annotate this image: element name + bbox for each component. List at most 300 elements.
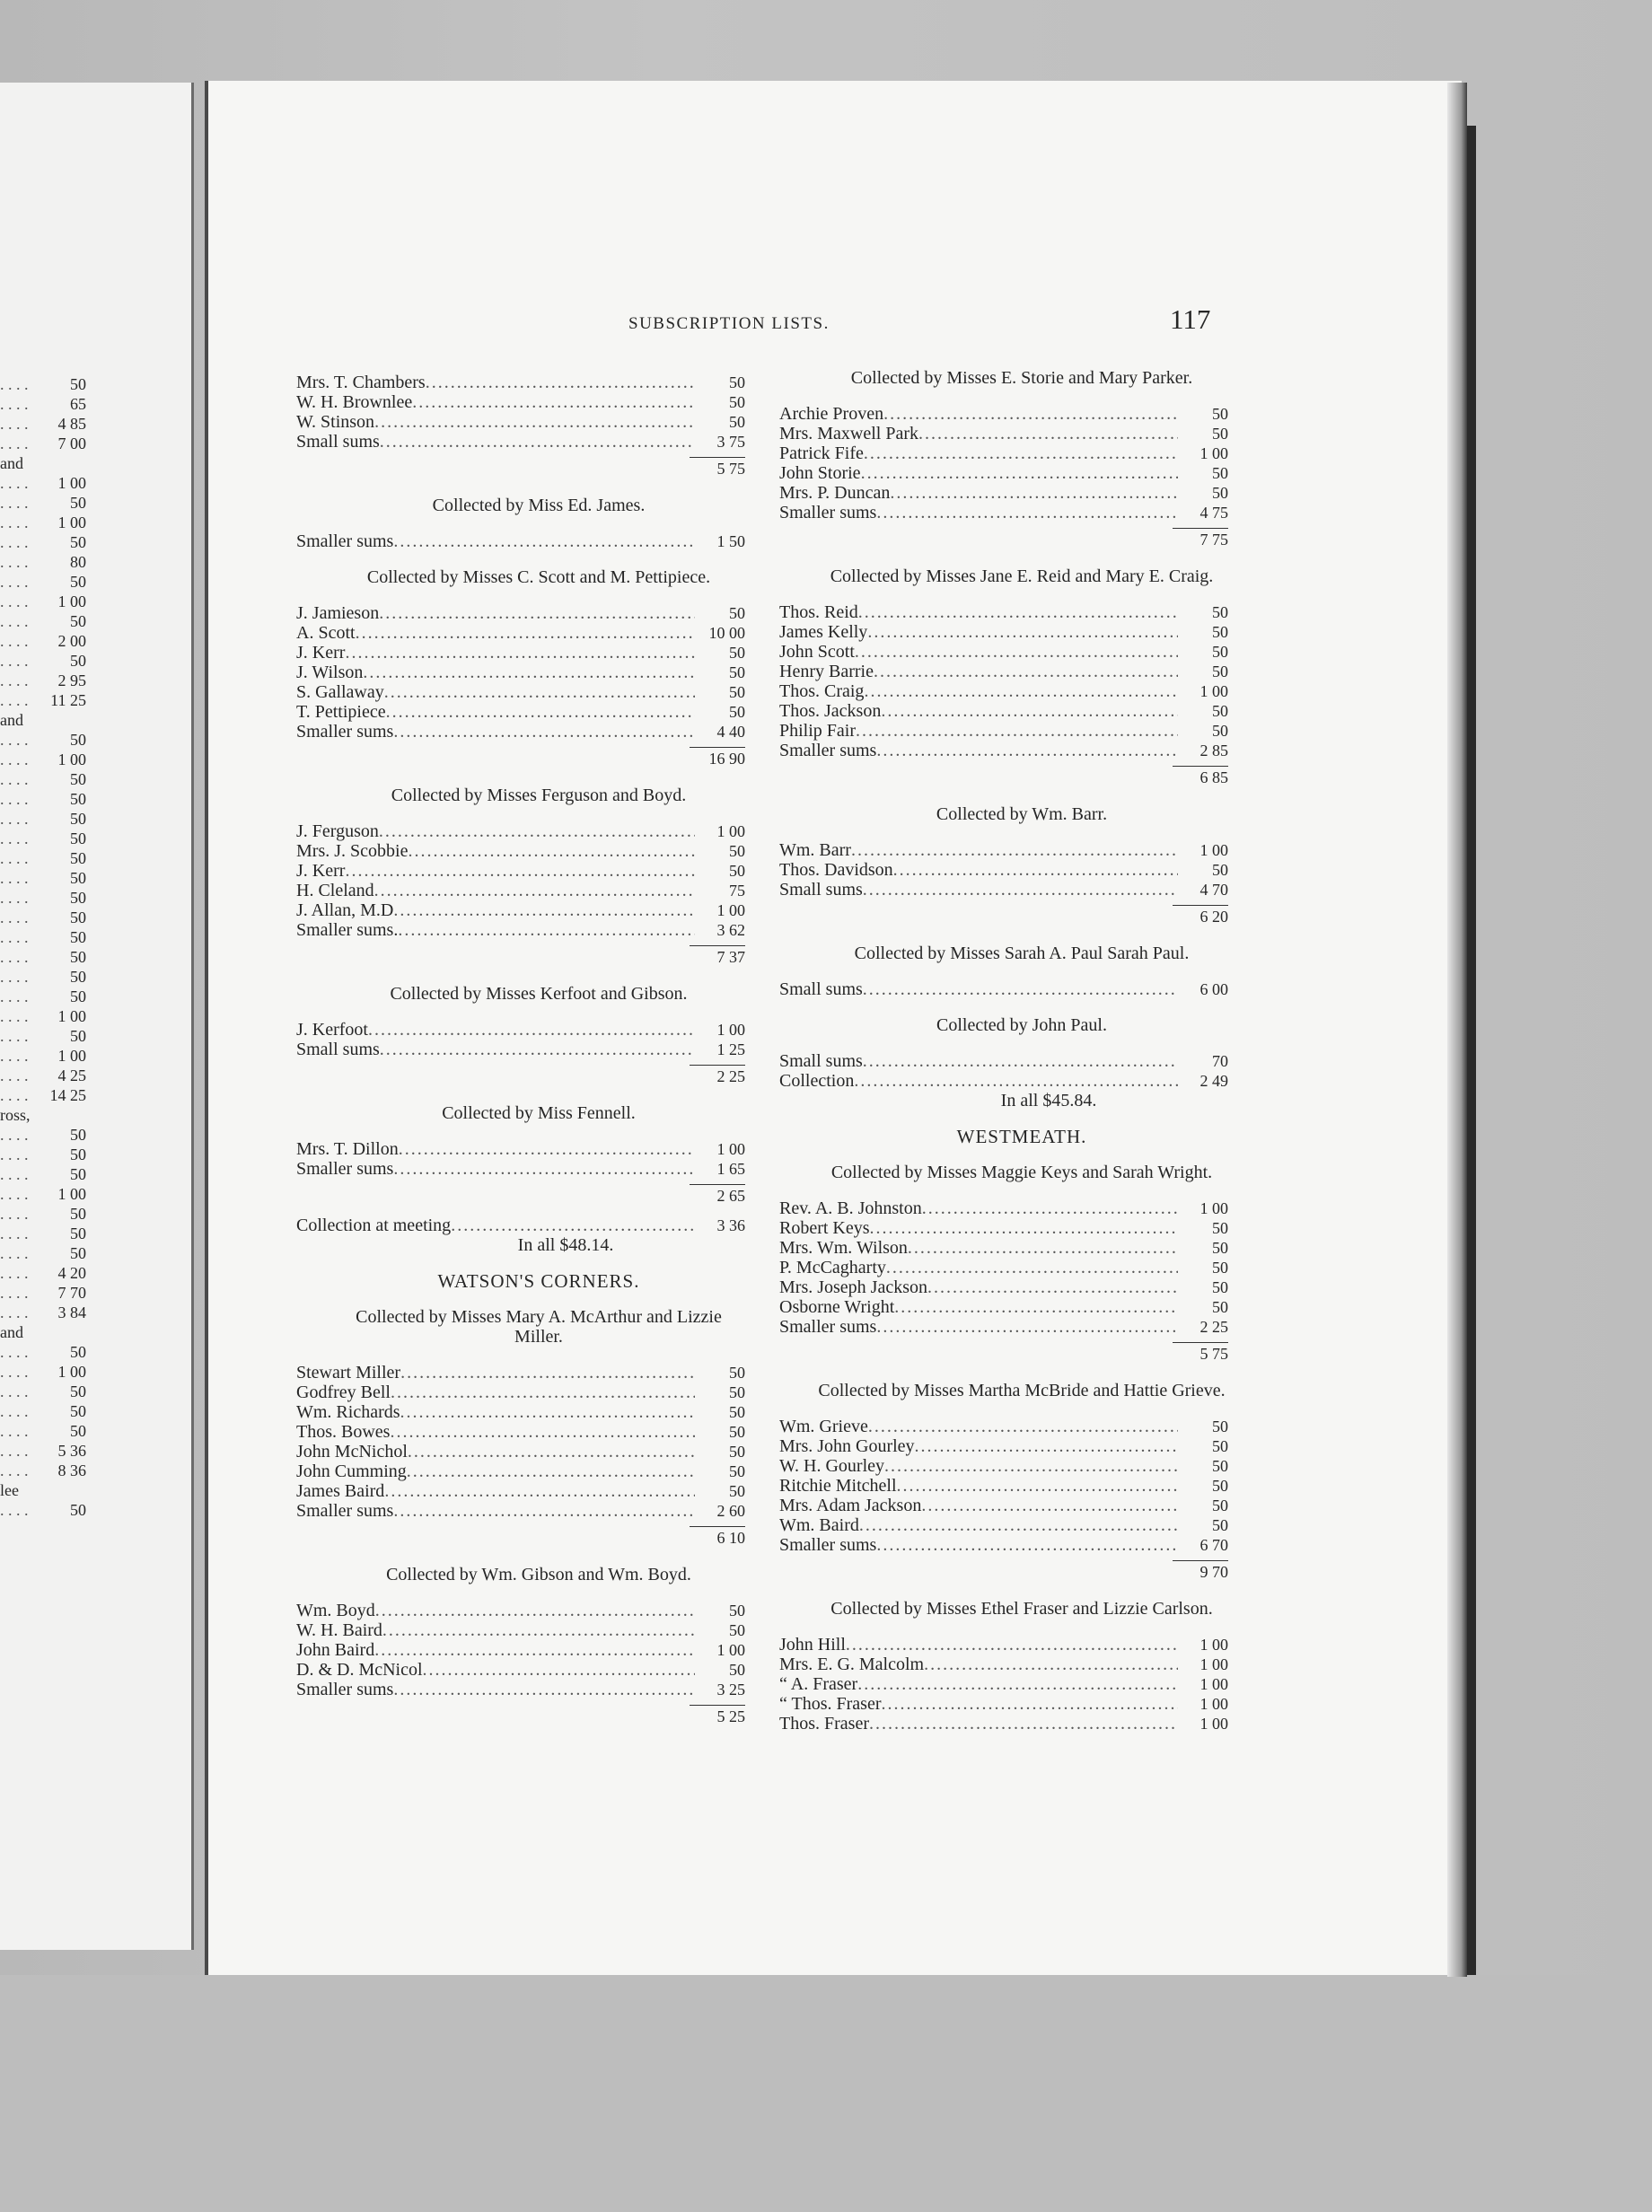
leader-dots: [874, 662, 1178, 681]
left-amount-row: [0, 1283, 86, 1303]
left-amount-row: [0, 908, 86, 927]
row-amount: 50: [1212, 643, 1228, 661]
leader-dots: . . . .: [0, 810, 29, 828]
subscriber-row: [779, 1694, 1228, 1714]
leader-dots: [924, 1655, 1178, 1674]
leader-dots: . . . .: [0, 968, 29, 986]
left-amount: 1 00: [57, 1007, 86, 1025]
column-left: [296, 373, 745, 1727]
row-amount: 50: [729, 1443, 745, 1461]
section-title: WESTMEATH.: [956, 1126, 1087, 1147]
row-amount: 1 00: [716, 1140, 745, 1158]
left-amount: 50: [70, 1422, 86, 1440]
block-total: 6 85: [1199, 768, 1228, 786]
left-amount: 65: [70, 395, 86, 413]
subscriber-row: [779, 1476, 1228, 1496]
row-name: Thos. Fraser: [779, 1714, 869, 1734]
subscriber-row: [779, 681, 1228, 701]
left-amount-row: [0, 1461, 86, 1480]
left-amount-row: [0, 671, 86, 690]
row-amount: 50: [729, 1602, 745, 1620]
leader-dots: [915, 1436, 1178, 1456]
subscriber-row: [779, 860, 1228, 880]
block-total: 6 20: [1199, 908, 1228, 926]
row-amount: 1 00: [1199, 444, 1228, 462]
block-total: 2 65: [716, 1187, 745, 1205]
left-amount: 11 25: [50, 691, 86, 709]
leader-dots: [391, 1382, 695, 1402]
leader-dots: . . . .: [0, 1442, 29, 1460]
row-amount: 50: [729, 703, 745, 721]
leader-dots: [408, 841, 695, 861]
leader-dots: [408, 1442, 695, 1462]
leader-dots: . . . .: [0, 434, 29, 452]
leader-dots: [345, 643, 695, 663]
left-amount: 50: [70, 1027, 86, 1045]
row-amount: 50: [729, 1462, 745, 1480]
page-edge-shadow: [1467, 126, 1476, 1975]
left-amount: 50: [70, 573, 86, 591]
row-amount: 50: [1212, 1278, 1228, 1296]
left-amount-row: [0, 1243, 86, 1263]
subscriber-row: [779, 1635, 1228, 1655]
left-page-amounts: [0, 374, 86, 1520]
left-amount-row: [0, 1204, 86, 1224]
leader-dots: [374, 1640, 695, 1660]
subscriber-row: [296, 1382, 745, 1402]
left-amount-row: [0, 1145, 86, 1164]
leader-dots: [393, 722, 695, 742]
leader-dots: . . . .: [0, 1422, 29, 1440]
row-name: Philip Fair: [779, 721, 857, 741]
page-number: 117: [1170, 303, 1211, 335]
block-total: 16 90: [708, 750, 745, 768]
leader-dots: [393, 1680, 695, 1699]
leader-dots: [927, 1277, 1178, 1297]
left-amount: 50: [70, 1402, 86, 1420]
leader-dots: [854, 1071, 1178, 1091]
leader-dots: [863, 880, 1178, 900]
leader-dots: [876, 1535, 1178, 1555]
leader-dots: [846, 1635, 1178, 1655]
row-name: Patrick Fife: [779, 443, 864, 463]
left-amount: 50: [70, 612, 86, 630]
row-amount: 50: [729, 862, 745, 880]
subscriber-row: [296, 1020, 745, 1040]
list-block: [296, 1565, 745, 1727]
leader-dots: [426, 373, 695, 392]
subscriber-row: [779, 404, 1228, 424]
left-amount-row: [0, 1263, 86, 1283]
left-amount: 8 36: [57, 1462, 86, 1479]
leader-dots: [374, 412, 695, 432]
left-amount-row: [0, 690, 86, 710]
left-amount-row: [0, 1362, 86, 1382]
leader-dots: [390, 1422, 695, 1442]
lower-background: [0, 1975, 1652, 2212]
subscriber-row: [779, 1496, 1228, 1515]
leader-dots: . . . .: [0, 1086, 29, 1104]
left-amount: 50: [70, 810, 86, 828]
leader-dots: [382, 1620, 695, 1640]
left-amount-row: [0, 651, 86, 671]
leader-dots: . . . .: [0, 375, 29, 393]
leader-dots: [399, 1139, 695, 1159]
left-amount: 1 00: [57, 1363, 86, 1381]
leader-dots: [857, 1674, 1178, 1694]
left-amount-row: [0, 888, 86, 908]
subscriber-row: [296, 1159, 745, 1179]
leader-dots: [859, 1515, 1178, 1535]
leader-dots: . . . .: [0, 514, 29, 531]
collector-heading: Collected by Misses Ethel Fraser and Lizzie Carlson.: [830, 1599, 1213, 1619]
leader-dots: . . . .: [0, 1047, 29, 1065]
row-amount: 50: [1212, 1516, 1228, 1534]
row-amount: 50: [1212, 405, 1228, 423]
left-amount-row: [0, 1066, 86, 1085]
leader-dots: . . . .: [0, 889, 29, 907]
left-amount: 50: [70, 1343, 86, 1361]
leader-dots: [897, 1476, 1178, 1496]
subscriber-row: [296, 1422, 745, 1442]
row-amount: 6 00: [1199, 980, 1228, 998]
left-amount: 4 25: [57, 1066, 86, 1084]
leader-dots: [851, 840, 1178, 860]
leader-dots: . . . .: [0, 553, 29, 571]
row-amount: 3 36: [716, 1216, 745, 1234]
collection-row: [296, 1216, 745, 1235]
list-block: [296, 567, 745, 769]
leader-dots: . . . .: [0, 1462, 29, 1479]
row-amount: 50: [1212, 722, 1228, 740]
left-amount-row: [0, 1401, 86, 1421]
row-amount: 50: [729, 413, 745, 431]
list-block: [296, 1103, 745, 1207]
leader-dots: . . . .: [0, 1027, 29, 1045]
left-amount-row: [0, 1046, 86, 1066]
row-amount: 50: [1212, 861, 1228, 879]
subscriber-row: [296, 881, 745, 900]
subscriber-row: [779, 1655, 1228, 1674]
leader-dots: [345, 861, 695, 881]
left-fragment-text: ross,: [0, 1106, 31, 1124]
row-name: Mrs. Maxwell Park: [779, 424, 918, 443]
section-title: WATSON'S CORNERS.: [437, 1270, 640, 1292]
leader-dots: . . . .: [0, 1126, 29, 1144]
list-block: [296, 373, 745, 479]
subscriber-row: [296, 412, 745, 432]
subscriber-row: [296, 1481, 745, 1501]
leader-dots: [400, 1402, 695, 1422]
row-name: J. Jamieson: [296, 603, 380, 623]
leader-dots: [869, 1714, 1178, 1734]
left-amount: 50: [70, 652, 86, 670]
list-block: [779, 1015, 1228, 1091]
left-amount: 50: [70, 830, 86, 847]
subscriber-row: [779, 642, 1228, 662]
left-amount-row: [0, 868, 86, 888]
row-amount: 50: [1212, 484, 1228, 502]
leader-dots: . . . .: [0, 573, 29, 591]
left-amount-row: [0, 769, 86, 789]
collector-heading: Collected by Misses Maggie Keys and Sarah Wright.: [830, 1163, 1213, 1182]
row-name: W. H. Brownlee: [296, 392, 413, 412]
leader-dots: [918, 424, 1178, 443]
list-block: [296, 1307, 745, 1549]
left-amount: 50: [70, 968, 86, 986]
subscriber-row: [779, 979, 1228, 999]
left-amount-row: [0, 611, 86, 631]
row-amount: 1 00: [716, 1641, 745, 1659]
row-amount: 50: [1212, 1219, 1228, 1237]
left-amount-row: [0, 414, 86, 434]
left-amount: 1 00: [57, 474, 86, 492]
row-name: W. H. Gourley: [779, 1456, 885, 1476]
leader-dots: [868, 1417, 1178, 1436]
row-amount: 50: [1212, 1477, 1228, 1495]
leader-dots: [890, 483, 1178, 503]
left-amount: 50: [70, 988, 86, 1005]
row-amount: 1 65: [716, 1160, 745, 1178]
row-amount: 50: [729, 644, 745, 662]
leader-dots: [393, 531, 695, 551]
row-name: Stewart Miller: [296, 1363, 401, 1382]
left-amount: 1 00: [57, 514, 86, 531]
leader-dots: . . . .: [0, 533, 29, 551]
list-block: [779, 1163, 1228, 1365]
row-name: Small sums: [296, 432, 380, 452]
left-amount: 4 85: [57, 415, 86, 433]
leader-dots: . . . .: [0, 948, 29, 966]
left-amount-row: [0, 947, 86, 967]
list-block: [779, 1599, 1228, 1734]
left-amount: 1 00: [57, 750, 86, 768]
block-total: 7 37: [716, 948, 745, 966]
row-name: J. Kerr: [296, 861, 346, 881]
leader-dots: [407, 1462, 695, 1481]
left-amount: 5 36: [57, 1442, 86, 1460]
block-total: 5 25: [716, 1707, 745, 1725]
left-amount-row: [0, 493, 86, 513]
leader-dots: . . . .: [0, 1363, 29, 1381]
row-name: T. Pettipiece: [296, 702, 386, 722]
left-amount: 2 00: [57, 632, 86, 650]
leader-dots: [883, 404, 1178, 424]
left-amount: 50: [70, 1205, 86, 1223]
left-page-fragment: [0, 83, 194, 1950]
subscriber-row: [296, 841, 745, 861]
row-name: Small sums: [779, 880, 863, 900]
row-name: P. McCagharty: [779, 1258, 886, 1277]
leader-dots: . . . .: [0, 1007, 29, 1025]
row-name: Thos. Reid: [779, 602, 858, 622]
subscriber-row: [296, 900, 745, 920]
subscriber-row: [779, 1218, 1228, 1238]
left-fragment-text: and: [0, 711, 23, 729]
subscriber-row: [779, 721, 1228, 741]
left-amount: 7 70: [57, 1284, 86, 1302]
row-amount: 1 50: [716, 532, 745, 550]
row-amount: 50: [1212, 1259, 1228, 1277]
leader-dots: [363, 663, 695, 682]
row-amount: 4 40: [716, 723, 745, 741]
left-amount: 50: [70, 1126, 86, 1144]
subscriber-row: [779, 1674, 1228, 1694]
subscriber-row: [296, 1640, 745, 1660]
row-amount: 2 85: [1199, 742, 1228, 759]
left-fragment-text: and: [0, 454, 23, 472]
row-amount: 50: [729, 842, 745, 860]
row-name: Mrs. Joseph Jackson: [779, 1277, 927, 1297]
leader-dots: [893, 860, 1178, 880]
row-amount: 2 25: [1199, 1318, 1228, 1336]
subscriber-row: [779, 1317, 1228, 1337]
subscriber-row: [296, 1363, 745, 1382]
row-amount: 3 25: [716, 1681, 745, 1698]
row-amount: 75: [729, 882, 745, 900]
leader-dots: . . . .: [0, 731, 29, 749]
row-name: Smaller sums: [779, 741, 877, 760]
leader-dots: . . . .: [0, 849, 29, 867]
left-amount-row: [0, 789, 86, 809]
leader-dots: . . . .: [0, 1343, 29, 1361]
subscriber-row: [296, 373, 745, 392]
subscriber-row: [296, 920, 745, 940]
subscriber-row: [779, 622, 1228, 642]
leader-dots: [858, 602, 1178, 622]
row-name: J. Allan, M.D: [296, 900, 394, 920]
row-name: Mrs. E. G. Malcolm: [779, 1655, 925, 1674]
collector-heading: Collected by Misses Ferguson and Boyd.: [391, 786, 687, 805]
row-name: Wm. Boyd: [296, 1601, 375, 1620]
row-name: Thos. Davidson: [779, 860, 893, 880]
subscriber-row: [296, 663, 745, 682]
leader-dots: . . . .: [0, 1224, 29, 1242]
subscriber-row: [779, 503, 1228, 522]
leader-dots: [380, 432, 695, 452]
leader-dots: . . . .: [0, 1402, 29, 1420]
leader-dots: . . . .: [0, 672, 29, 689]
leader-dots: . . . .: [0, 691, 29, 709]
leader-dots: [379, 821, 695, 841]
leader-dots: . . . .: [0, 1146, 29, 1163]
row-name: Collection: [779, 1071, 855, 1091]
subscriber-row: [779, 1417, 1228, 1436]
leader-dots: [384, 682, 695, 702]
left-amount: 50: [70, 533, 86, 551]
left-amount-row: [0, 532, 86, 552]
row-amount: 1 00: [1199, 841, 1228, 859]
left-amount-row: [0, 1085, 86, 1105]
leader-dots: . . . .: [0, 1205, 29, 1223]
row-name: D. & D. McNicol: [296, 1660, 423, 1680]
leader-dots: [863, 979, 1178, 999]
row-amount: 1 00: [716, 901, 745, 919]
row-amount: 50: [1212, 663, 1228, 680]
subscriber-row: [779, 424, 1228, 443]
leader-dots: [863, 1051, 1178, 1071]
leader-dots: [398, 920, 695, 940]
subscriber-row: [296, 1601, 745, 1620]
subscriber-row: [779, 840, 1228, 860]
left-amount-row: [0, 1184, 86, 1204]
row-amount: 50: [729, 1482, 745, 1500]
leader-dots: . . . .: [0, 415, 29, 433]
row-name: Mrs. Wm. Wilson: [779, 1238, 908, 1258]
subscriber-row: [779, 1714, 1228, 1734]
row-name: H. Cleland: [296, 881, 374, 900]
subscriber-row: [779, 1277, 1228, 1297]
in-all-total: In all $48.14.: [517, 1235, 614, 1255]
leader-dots: [861, 463, 1178, 483]
subscriber-row: [296, 392, 745, 412]
leader-dots: [870, 1218, 1178, 1238]
left-amount: 2 95: [57, 672, 86, 689]
row-amount: 1 00: [1199, 1695, 1228, 1713]
left-amount-row: [0, 572, 86, 592]
left-amount: 50: [70, 1244, 86, 1262]
row-amount: 50: [1212, 425, 1228, 443]
list-block: [779, 566, 1228, 788]
left-amount-row: [0, 1500, 86, 1520]
subscriber-row: [296, 1501, 745, 1521]
row-name: W. Stinson: [296, 412, 375, 432]
leader-dots: [882, 1694, 1179, 1714]
leader-dots: . . . .: [0, 869, 29, 887]
row-name: Small sums: [296, 1040, 380, 1059]
row-amount: 50: [729, 1621, 745, 1639]
subscriber-row: [296, 682, 745, 702]
left-amount: 50: [70, 731, 86, 749]
leader-dots: . . . .: [0, 750, 29, 768]
left-amount: 50: [70, 1165, 86, 1183]
row-name: Wm. Baird: [779, 1515, 859, 1535]
subscriber-row: [779, 1238, 1228, 1258]
subscriber-row: [779, 662, 1228, 681]
leader-dots: [921, 1496, 1178, 1515]
leader-dots: [864, 443, 1178, 463]
row-name: “ A. Fraser: [779, 1674, 858, 1694]
leader-dots: . . . .: [0, 395, 29, 413]
subscriber-row: [296, 821, 745, 841]
subscriber-row: [779, 880, 1228, 900]
left-amount-row: [0, 1125, 86, 1145]
block-total: 6 10: [716, 1529, 745, 1547]
row-name: John Scott: [779, 642, 855, 662]
left-amount-row: [0, 987, 86, 1006]
subscriber-row: [296, 1402, 745, 1422]
row-amount: 50: [1212, 1437, 1228, 1455]
subscriber-row: [779, 701, 1228, 721]
left-amount-row: [0, 1006, 86, 1026]
subscriber-row: [296, 722, 745, 742]
subscriber-row: [779, 1071, 1228, 1091]
collector-heading: Collected by Miss Ed. James.: [432, 496, 646, 515]
left-amount: 50: [70, 770, 86, 788]
row-name: J. Wilson: [296, 663, 364, 682]
running-head: SUBSCRIPTION LISTS.: [628, 314, 830, 333]
row-amount: 10 00: [708, 624, 745, 642]
row-amount: 50: [729, 683, 745, 701]
row-amount: 3 75: [716, 433, 745, 451]
collector-heading: Collected by Miss Fennell.: [442, 1103, 636, 1123]
leader-dots: . . . .: [0, 1066, 29, 1084]
collector-heading: Collected by Misses C. Scott and M. Pettipiece.: [366, 567, 711, 587]
left-amount: 14 25: [49, 1086, 86, 1104]
subscriber-row: [296, 1139, 745, 1159]
row-name: Godfrey Bell: [296, 1382, 391, 1402]
row-name: Ritchie Mitchell: [779, 1476, 897, 1496]
